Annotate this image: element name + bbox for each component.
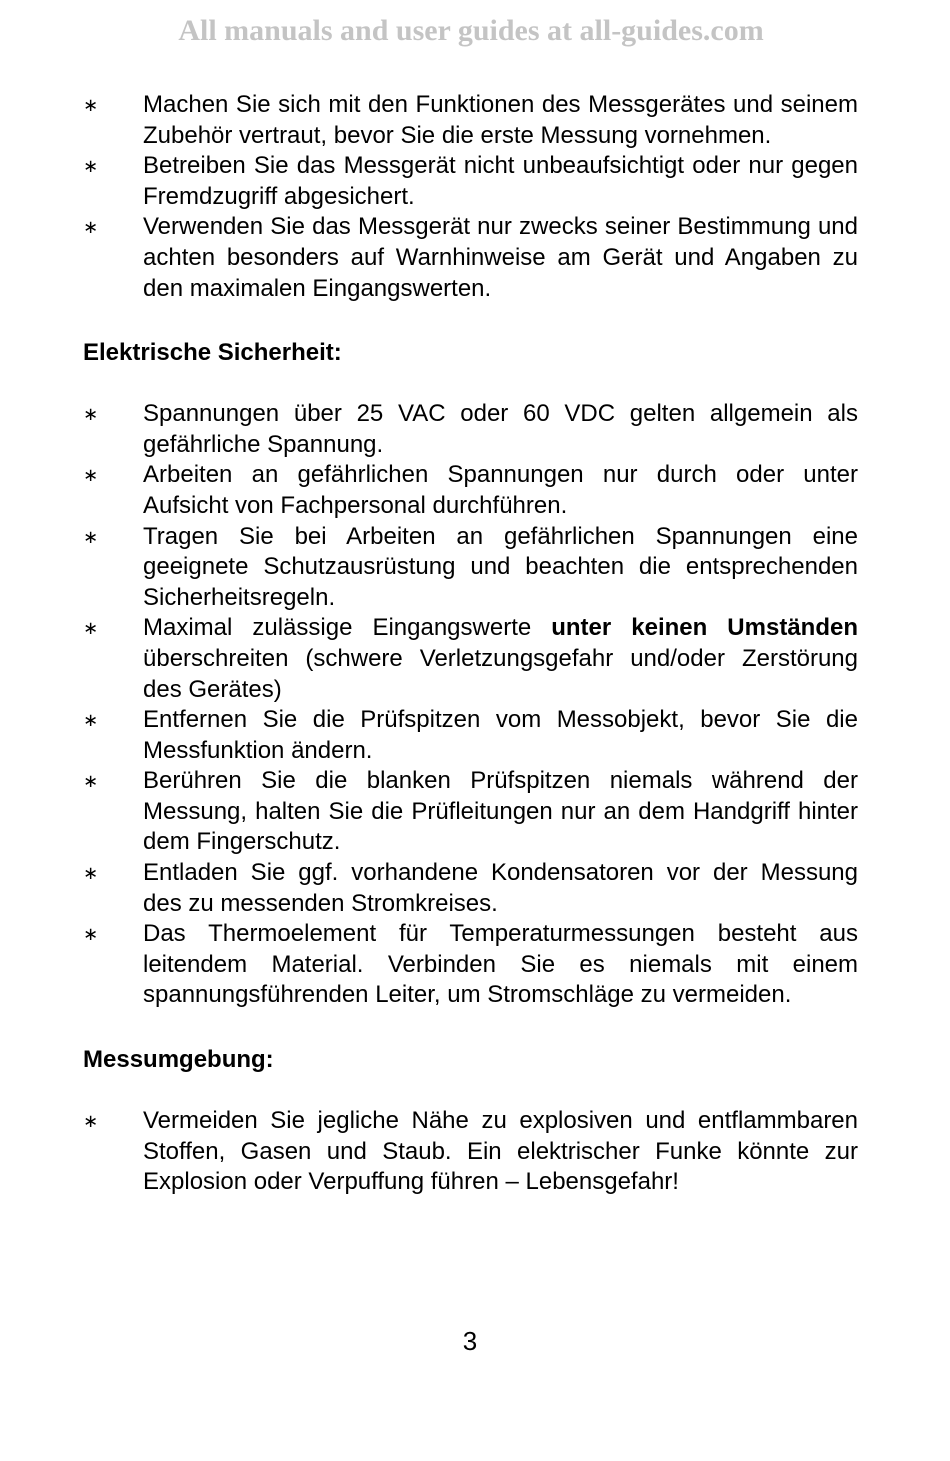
environment-list: [83, 1106, 858, 1198]
list-item: [83, 151, 858, 212]
list-item: [83, 919, 858, 1011]
asterisk-bullet-icon: ∗: [83, 618, 99, 639]
asterisk-bullet-icon: ∗: [83, 924, 99, 945]
list-item-text: Entladen Sie ggf. vorhandene Kondensatoren vor der Messung des zu messenden Stromkreises.: [143, 859, 858, 917]
section-heading-electrical-safety: Elektrische Sicherheit:: [83, 339, 342, 367]
list-item-text: Tragen Sie bei Arbeiten an gefährlichen Spannungen eine geeignete Schutzausrüstung und beachten die entsprechenden Sicherheitsregeln.: [143, 522, 858, 611]
asterisk-bullet-icon: ∗: [83, 217, 99, 238]
list-item-text: Arbeiten an gefährlichen Spannungen nur durch oder unter Aufsicht von Fachpersonal durchführen.: [143, 461, 858, 519]
list-item-text-after: überschreiten (schwere Verletzungsgefahr und/oder Zerstörung des Gerätes): [143, 644, 858, 703]
list-item-text: Entfernen Sie die Prüfspitzen vom Messobjekt, bevor Sie die Messfunktion ändern.: [143, 706, 858, 764]
list-item-text: Verwenden Sie das Messgerät nur zwecks seiner Bestimmung und achten besonders auf Warnhinweise am Gerät und Angaben zu den maximalen Eingangswerten.: [143, 213, 858, 302]
list-item-text: Berühren Sie die blanken Prüfspitzen niemals während der Messung, halten Sie die Prüfleitungen nur an dem Handgriff hinter dem Fingerschutz.: [143, 767, 858, 856]
asterisk-bullet-icon: ∗: [83, 156, 99, 177]
asterisk-bullet-icon: ∗: [83, 771, 99, 792]
electrical-safety-list: [83, 399, 858, 1011]
asterisk-bullet-icon: ∗: [83, 95, 99, 115]
list-item: [83, 766, 858, 858]
list-item-text-before: Maximal zulässige Eingangswerte: [143, 614, 552, 642]
asterisk-bullet-icon: ∗: [83, 710, 99, 731]
list-item-text: Betreiben Sie das Messgerät nicht unbeaufsichtigt oder nur gegen Fremdzugriff abgesichert.: [143, 152, 858, 210]
list-item: [83, 399, 858, 460]
list-item: [83, 212, 858, 304]
section-heading-environment: Messumgebung:: [83, 1046, 274, 1074]
list-item-text: Das Thermoelement für Temperaturmessungen besteht aus leitendem Material. Verbinden Sie es niemals mit einem spannungsführenden Leiter, um Stromschläge zu vermeiden.: [143, 920, 858, 1009]
emphasis-text: unter keinen Umständen: [551, 614, 858, 642]
list-item-text: Spannungen über 25 VAC oder 60 VDC gelten allgemein als gefährliche Spannung.: [143, 400, 858, 458]
asterisk-bullet-icon: ∗: [83, 863, 99, 884]
asterisk-bullet-icon: ∗: [83, 404, 99, 425]
page-content: [83, 90, 858, 1198]
list-item: [83, 522, 858, 614]
asterisk-bullet-icon: ∗: [83, 465, 99, 486]
list-item: [83, 613, 858, 705]
list-item: [83, 1106, 858, 1198]
asterisk-bullet-icon: ∗: [83, 526, 99, 547]
page-number: 3: [462, 1326, 478, 1356]
list-item-text: Vermeiden Sie jegliche Nähe zu explosiven und entflammbaren Stoffen, Gasen und Staub. Ein elektrischer Funke könnte zur Explosion oder Verpuffung führen – Lebensgefahr!: [143, 1107, 858, 1196]
intro-list: [83, 90, 858, 304]
list-item: [83, 90, 858, 151]
list-item-text: Machen Sie sich mit den Funktionen des Messgerätes und seinem Zubehör vertraut, bevor Sie die erste Messung vornehmen.: [143, 91, 858, 149]
list-item: [83, 858, 858, 919]
list-item: [83, 705, 858, 766]
watermark-text: All manuals and user guides at all-guides.com: [178, 14, 764, 47]
asterisk-bullet-icon: ∗: [83, 1111, 99, 1132]
list-item: [83, 460, 858, 521]
